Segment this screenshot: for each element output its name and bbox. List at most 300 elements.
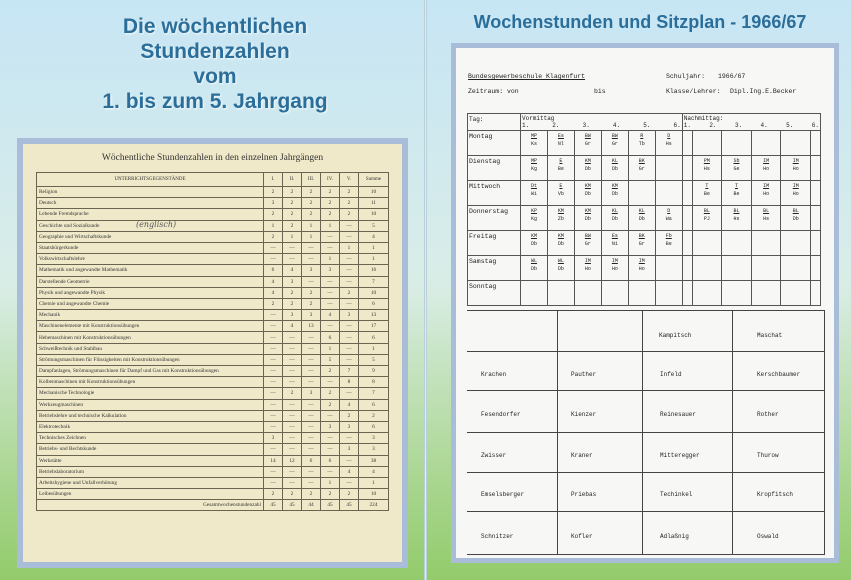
- hours-cell: —: [340, 433, 359, 444]
- schedule-cell: [682, 231, 692, 256]
- schedule-cell: [722, 156, 752, 181]
- subject-code: MP: [530, 133, 537, 139]
- schedule-cell: [521, 256, 548, 281]
- seat-grid-line: [467, 351, 825, 352]
- subject-code: IM: [792, 158, 799, 164]
- teacher-code: PJ: [703, 216, 710, 222]
- schedule-cell: [692, 281, 722, 306]
- subject-code: KM: [584, 183, 591, 189]
- right-page-title: Wochenstunden und Sitzplan - 1966/67: [473, 12, 807, 32]
- seat-grid-line: [467, 554, 825, 555]
- schedule-cell-content: [694, 207, 721, 223]
- schedule-cell: [811, 231, 821, 256]
- hours-cell: 2: [302, 298, 321, 309]
- table-row: [37, 187, 389, 198]
- period-number: 6.: [811, 122, 819, 129]
- handwritten-note: (englisch): [136, 220, 177, 229]
- subject-cell: Betriebslehre und technische Kalkulation: [37, 410, 264, 421]
- hours-cell: —: [302, 377, 321, 388]
- table-row: [37, 354, 389, 365]
- school-name: Bundesgewerbeschule Klagenfurt: [468, 73, 586, 80]
- teacher-code: Db: [611, 166, 618, 172]
- hours-cell: —: [340, 220, 359, 231]
- subject-cell: Betriebslaboratorium: [37, 466, 264, 477]
- hours-cell: 2: [302, 198, 321, 209]
- sum-cell: 7: [359, 388, 389, 399]
- hours-cell: 3: [264, 198, 283, 209]
- schedule-cell: [682, 131, 692, 156]
- schedule-cell-content: [522, 132, 546, 148]
- schedule-cell-content: [522, 207, 546, 223]
- weekly-hours-document: [17, 138, 408, 568]
- hours-cell: 13: [302, 321, 321, 332]
- teacher-code: Gr: [584, 141, 591, 147]
- hours-cell: 3: [340, 421, 359, 432]
- seat-grid-line: [732, 310, 733, 555]
- hours-cell: —: [321, 287, 340, 298]
- hours-cell: 2: [340, 410, 359, 421]
- hours-cell: 2: [264, 298, 283, 309]
- hours-cell: 3: [283, 310, 302, 321]
- subject-code: KL: [638, 208, 645, 214]
- schedule-cell-content: [630, 157, 654, 173]
- subject-code: BW: [584, 133, 591, 139]
- schedule-cell-content: [549, 232, 573, 248]
- schedule-cell: [547, 131, 574, 156]
- hours-cell: 45: [340, 500, 359, 511]
- schedule-cell: [574, 231, 601, 256]
- schedule-cell: [655, 206, 682, 231]
- column-header: Summe: [359, 173, 389, 187]
- schedule-cell-content: [603, 182, 627, 198]
- hours-cell: 2: [321, 198, 340, 209]
- schedule-cell-content: [522, 257, 546, 273]
- hours-cell: —: [340, 276, 359, 287]
- subject-code: KP: [530, 208, 537, 214]
- sum-cell: 1: [359, 242, 389, 253]
- subject-code: IM: [584, 258, 591, 264]
- sum-cell: 38: [359, 455, 389, 466]
- subject-cell: Gesamtwochenstundenzahl: [37, 500, 264, 511]
- schedule-cell-content: [603, 232, 627, 248]
- teacher-code: Wi: [530, 191, 537, 197]
- schedule-cell: [682, 181, 692, 206]
- subject-code: BW: [611, 133, 618, 139]
- schedule-cell: [521, 206, 548, 231]
- seat-student-name: Adlaßnig: [660, 533, 689, 540]
- total-row: [37, 500, 389, 511]
- schedule-cell-content: [522, 157, 546, 173]
- table-row: [37, 477, 389, 488]
- vormittag-header: [521, 114, 683, 131]
- schedule-day-row: [468, 256, 821, 281]
- table-row: [37, 254, 389, 265]
- table-row: [37, 455, 389, 466]
- hours-cell: 2: [264, 231, 283, 242]
- schedule-cell: [547, 156, 574, 181]
- table-row: [37, 321, 389, 332]
- sum-cell: 3: [359, 433, 389, 444]
- seating-plan: [467, 310, 825, 555]
- hours-cell: 1: [264, 220, 283, 231]
- teacher-code: Db: [584, 216, 591, 222]
- schedule-cell: [692, 156, 722, 181]
- period-numbers: [522, 122, 681, 129]
- hours-cell: 1: [321, 254, 340, 265]
- seat-student-name: Maschat: [757, 332, 783, 339]
- document-paper: [23, 144, 402, 562]
- schedule-cell-content: [549, 207, 573, 223]
- schedule-cell: [781, 181, 811, 206]
- hours-cell: 2: [321, 209, 340, 220]
- teacher-code: Db: [611, 191, 618, 197]
- hours-cell: —: [340, 321, 359, 332]
- subject-cell: Dampfanlagen, Strömungsmaschinen für Dampf und Gas mit Konstruktionsübungen: [37, 366, 264, 377]
- seat-student-name: Kofler: [571, 533, 593, 540]
- hours-cell: —: [321, 444, 340, 455]
- hours-cell: —: [283, 242, 302, 253]
- day-name: Donnerstag: [468, 206, 521, 231]
- hours-cell: 1: [321, 343, 340, 354]
- seat-student-name: Oswald: [757, 533, 779, 540]
- schedule-cell: [811, 206, 821, 231]
- sum-cell: 9: [359, 366, 389, 377]
- seat-student-name: Krachen: [481, 371, 507, 378]
- hours-cell: —: [264, 332, 283, 343]
- hours-cell: 2: [321, 366, 340, 377]
- schedule-cell-content: [576, 207, 600, 223]
- subject-cell: Chemie und angewandte Chemie: [37, 298, 264, 309]
- hours-cell: —: [302, 410, 321, 421]
- hours-cell: 1: [302, 231, 321, 242]
- teacher-code: Db: [638, 216, 645, 222]
- seat-student-name: Kropfitsch: [757, 491, 794, 498]
- teacher-code: Db: [584, 191, 591, 197]
- subject-code: BL: [733, 208, 740, 214]
- schedule-cell-content: [723, 157, 750, 173]
- subject-code: E: [559, 183, 563, 189]
- seat-student-name: Pauther: [571, 371, 597, 378]
- hours-cell: 2: [340, 287, 359, 298]
- subject-code: D: [667, 133, 671, 139]
- hours-cell: —: [283, 410, 302, 421]
- schedule-cell: [811, 131, 821, 156]
- schedule-cell: [751, 156, 781, 181]
- left-title-line: vom: [193, 65, 237, 88]
- schedule-cell: [574, 156, 601, 181]
- seat-grid-line: [557, 310, 558, 555]
- schedule-cell: [655, 131, 682, 156]
- sum-cell: 6: [359, 421, 389, 432]
- table-row: [37, 444, 389, 455]
- hours-cell: —: [264, 242, 283, 253]
- schedule-cell: [574, 206, 601, 231]
- subject-code: Sb: [733, 158, 740, 164]
- table-row: [37, 231, 389, 242]
- schedule-cell-content: [694, 157, 721, 173]
- period-number: 2.: [552, 122, 560, 129]
- schedule-cell: [574, 281, 601, 306]
- table-row: [37, 399, 389, 410]
- seat-student-name: Kraner: [571, 452, 593, 459]
- schedule-cell: [781, 131, 811, 156]
- schedule-cell: [722, 231, 752, 256]
- subject-code: KL: [611, 158, 618, 164]
- teacher-code: Gr: [584, 241, 591, 247]
- subject-code: IM: [792, 183, 799, 189]
- hours-cell: 3: [340, 310, 359, 321]
- teacher-code: Ge: [733, 166, 740, 172]
- schedule-cell-content: [753, 182, 780, 198]
- hours-cell: 45: [264, 500, 283, 511]
- schedule-header-row: [468, 114, 821, 131]
- hours-cell: 3: [321, 421, 340, 432]
- teacher-code: Be: [665, 241, 672, 247]
- schedule-day-row: [468, 281, 821, 306]
- hours-cell: —: [321, 410, 340, 421]
- teacher-code: Vb: [557, 191, 564, 197]
- hours-cell: —: [340, 298, 359, 309]
- hours-cell: —: [283, 466, 302, 477]
- schedule-cell-content: [782, 207, 809, 223]
- subject-code: KM: [557, 208, 564, 214]
- teacher-code: Db: [557, 266, 564, 272]
- hours-cell: —: [302, 254, 321, 265]
- period-number: 2.: [709, 122, 717, 129]
- schedule-cell-content: [630, 207, 654, 223]
- seat-student-name: Fesendorfer: [481, 411, 521, 418]
- teacher-code: Kg: [530, 216, 537, 222]
- hours-cell: 2: [302, 489, 321, 500]
- sum-cell: 7: [359, 276, 389, 287]
- sum-cell: 6: [359, 399, 389, 410]
- teacher-code: Db: [530, 266, 537, 272]
- hours-cell: —: [264, 444, 283, 455]
- subject-code: IM: [763, 183, 770, 189]
- hours-cell: 2: [283, 298, 302, 309]
- hours-cell: 2: [283, 187, 302, 198]
- subject-cell: Geschichte und Sozialkunde: [37, 220, 264, 231]
- seat-student-name: Priebas: [571, 491, 597, 498]
- sum-cell: 6: [359, 332, 389, 343]
- subject-code: Dt: [530, 183, 537, 189]
- tag-label: Tag:: [468, 114, 521, 131]
- period-number: 5.: [643, 122, 651, 129]
- hours-cell: —: [264, 421, 283, 432]
- schedule-cell: [692, 256, 722, 281]
- hours-cell: —: [264, 343, 283, 354]
- sum-cell: 1: [359, 343, 389, 354]
- hours-cell: —: [264, 466, 283, 477]
- hours-cell: 1: [302, 220, 321, 231]
- subject-code: BK: [638, 233, 645, 239]
- hours-cell: 3: [302, 310, 321, 321]
- schedule-day-row: [468, 181, 821, 206]
- schedule-cell: [751, 256, 781, 281]
- teacher-code: Ho: [584, 266, 591, 272]
- subject-code: BL: [792, 208, 799, 214]
- table-row: [37, 421, 389, 432]
- hours-cell: 2: [302, 187, 321, 198]
- teacher-code: Hs: [703, 166, 710, 172]
- sum-cell: 224: [359, 500, 389, 511]
- schedule-cell: [682, 156, 692, 181]
- hours-cell: 1: [340, 242, 359, 253]
- vormittag-label: Vormittag: [522, 115, 555, 122]
- subject-code: KM: [611, 183, 618, 189]
- schedule-cell: [811, 156, 821, 181]
- column-header: I.: [264, 173, 283, 187]
- subject-cell: Elektrotechnik: [37, 421, 264, 432]
- column-header: IV.: [321, 173, 340, 187]
- subject-code: R: [640, 133, 644, 139]
- period-number: 1.: [683, 122, 691, 129]
- seat-grid-line: [467, 310, 825, 311]
- hours-cell: 2: [264, 489, 283, 500]
- schuljahr-label: Schuljahr:: [666, 73, 706, 80]
- teacher-code: Zb: [557, 216, 564, 222]
- schedule-cell-content: [723, 207, 750, 223]
- hours-cell: —: [302, 332, 321, 343]
- schedule-cell-content: [782, 157, 809, 173]
- schedule-cell-content: [603, 157, 627, 173]
- table-row: [37, 310, 389, 321]
- hours-cell: —: [302, 399, 321, 410]
- schedule-cell: [655, 256, 682, 281]
- table-row: [37, 343, 389, 354]
- schedule-day-row: [468, 206, 821, 231]
- table-row: [37, 489, 389, 500]
- teacher-code: Be: [733, 191, 740, 197]
- schedule-cell: [628, 206, 655, 231]
- left-title-line: 1. bis zum 5. Jahrgang: [102, 90, 328, 113]
- teacher-code: Ho: [792, 191, 799, 197]
- hours-cell: —: [340, 388, 359, 399]
- schedule-cell: [692, 231, 722, 256]
- subject-code: Fb: [665, 233, 672, 239]
- hours-cell: 3: [321, 265, 340, 276]
- hours-cell: 2: [321, 187, 340, 198]
- hours-cell: 2: [340, 198, 359, 209]
- hours-cell: 2: [264, 187, 283, 198]
- teacher-code: Db: [611, 216, 618, 222]
- hours-cell: —: [321, 242, 340, 253]
- hours-cell: —: [283, 399, 302, 410]
- hours-cell: 4: [283, 321, 302, 332]
- schedule-cell: [655, 156, 682, 181]
- teacher-code: Tb: [638, 141, 645, 147]
- sum-cell: 10: [359, 187, 389, 198]
- schedule-cell-content: [753, 157, 780, 173]
- hours-cell: 45: [321, 500, 340, 511]
- klasse-label: Klasse/Lehrer:: [666, 88, 721, 95]
- klasse-value: Dipl.Ing.E.Becker: [730, 88, 797, 95]
- sum-cell: 6: [359, 298, 389, 309]
- schedule-cell: [682, 281, 692, 306]
- hours-cell: 4: [264, 276, 283, 287]
- hours-cell: 6: [264, 265, 283, 276]
- schedule-cell: [811, 281, 821, 306]
- schedule-cell: [722, 256, 752, 281]
- seat-grid-line: [467, 472, 825, 473]
- teacher-code: Ho: [763, 166, 770, 172]
- schedule-cell: [751, 231, 781, 256]
- subject-cell: Mathematik und angewandte Mathematik: [37, 265, 264, 276]
- hours-cell: 4: [283, 265, 302, 276]
- hours-cell: —: [302, 242, 321, 253]
- seat-student-name: Schnitzer: [481, 533, 514, 540]
- teacher-code: Gr: [638, 241, 645, 247]
- hours-cell: 12: [283, 455, 302, 466]
- sum-cell: 1: [359, 477, 389, 488]
- schedule-cell: [601, 181, 628, 206]
- hours-cell: 3: [340, 444, 359, 455]
- schedule-cell-content: [576, 157, 600, 173]
- table-row: [37, 298, 389, 309]
- table-row: [37, 220, 389, 231]
- subject-code: BL: [763, 208, 770, 214]
- subject-code: WL: [530, 258, 537, 264]
- schedule-cell-content: [549, 257, 573, 273]
- hours-cell: —: [283, 354, 302, 365]
- schedule-cell: [601, 231, 628, 256]
- hours-cell: 2: [340, 187, 359, 198]
- hours-cell: —: [321, 433, 340, 444]
- schedule-cell: [574, 181, 601, 206]
- schedule-document: [451, 43, 839, 563]
- schedule-cell-content: [576, 132, 600, 148]
- hours-cell: 3: [283, 276, 302, 287]
- schuljahr-value: 1966/67: [718, 73, 746, 80]
- seat-student-name: Kampitsch: [659, 332, 692, 339]
- schedule-cell: [781, 156, 811, 181]
- schedule-cell: [751, 206, 781, 231]
- subject-code: BW: [584, 233, 591, 239]
- hours-cell: —: [264, 399, 283, 410]
- hours-cell: 45: [283, 500, 302, 511]
- teacher-code: Kg: [530, 166, 537, 172]
- seat-student-name: Thurow: [757, 452, 779, 459]
- hours-cell: —: [302, 433, 321, 444]
- schedule-cell: [547, 281, 574, 306]
- schedule-cell-content: [603, 132, 627, 148]
- hours-cell: —: [264, 410, 283, 421]
- schedule-cell: [692, 181, 722, 206]
- sum-cell: 8: [359, 377, 389, 388]
- teacher-code: Be: [557, 166, 564, 172]
- left-title-line: Die wöchentlichen: [122, 15, 308, 38]
- hours-cell: —: [340, 332, 359, 343]
- period-number: 3.: [734, 122, 743, 129]
- hours-cell: —: [283, 366, 302, 377]
- hours-cell: 2: [283, 209, 302, 220]
- schedule-cell: [655, 281, 682, 306]
- schedule-cell: [521, 281, 548, 306]
- hours-cell: —: [264, 321, 283, 332]
- left-title-line: Stundenzahlen: [140, 40, 290, 63]
- hours-cell: —: [321, 276, 340, 287]
- teacher-code: Ks: [530, 141, 537, 147]
- seat-grid-line: [467, 511, 825, 512]
- schedule-day-row: [468, 231, 821, 256]
- teacher-code: Db: [792, 216, 799, 222]
- hours-cell: —: [264, 254, 283, 265]
- period-number: 5.: [786, 122, 794, 129]
- teacher-code: Ho: [611, 266, 618, 272]
- hours-cell: 2: [321, 399, 340, 410]
- subject-cell: Lebende Fremdsprache: [37, 209, 264, 220]
- page-spine: [424, 0, 427, 580]
